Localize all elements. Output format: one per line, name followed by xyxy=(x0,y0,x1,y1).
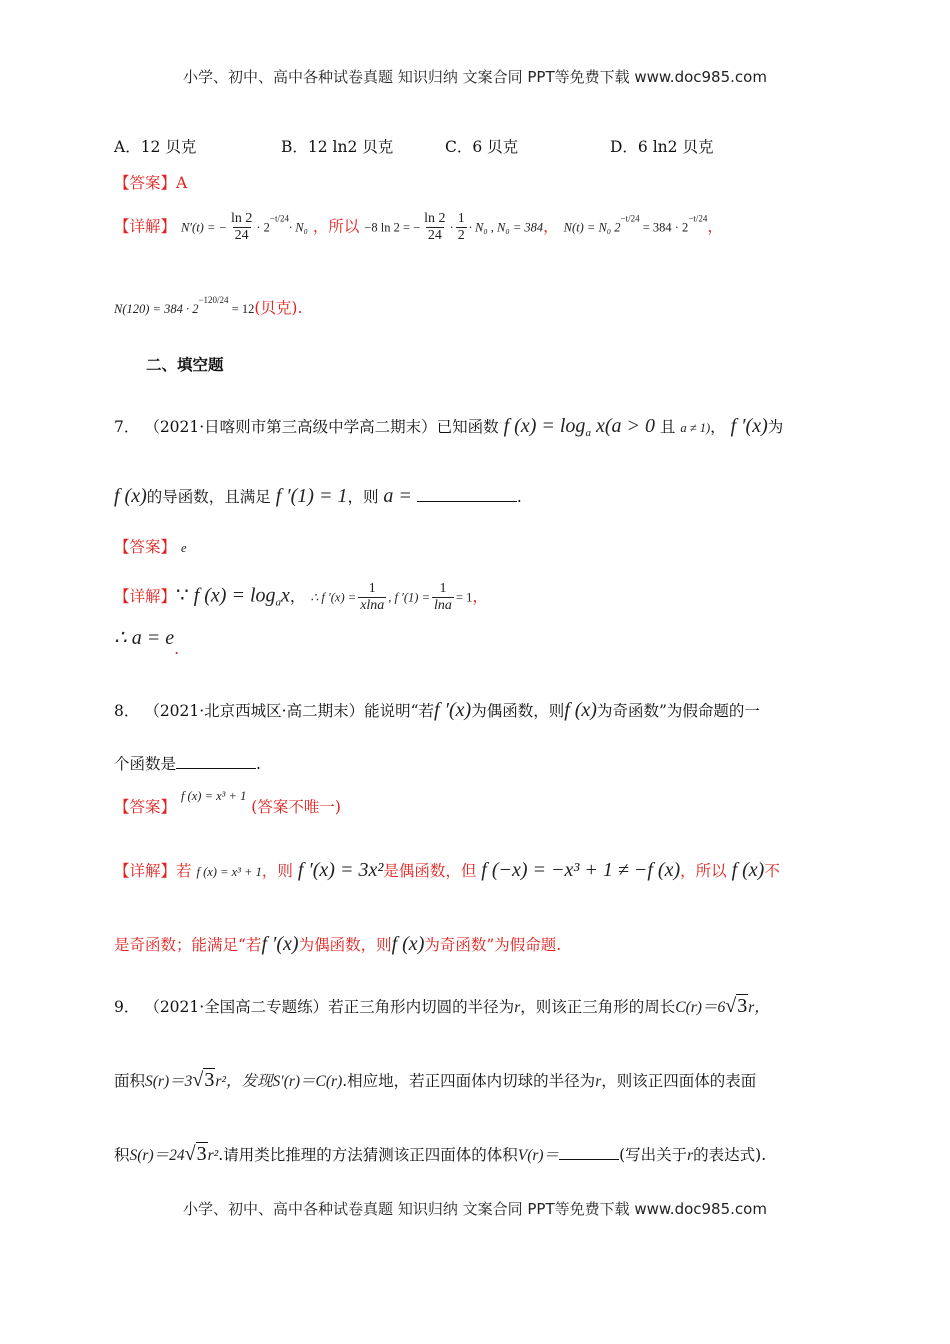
period: . xyxy=(256,755,261,773)
page-footer: 小学、初中、高中各种试卷真题 知识归纳 文案合同 PPT等免费下载 www.doc985.com xyxy=(183,1200,767,1218)
text: 为偶函数，则 xyxy=(471,702,565,720)
q7-conclusion xyxy=(114,627,180,658)
question-number: 7． xyxy=(114,418,140,436)
formula: f (x) xyxy=(114,485,147,507)
formula-part: · N₀ xyxy=(288,220,308,235)
text: .请用类比推理的方法猜测该正四面体的体积 xyxy=(218,1146,518,1164)
text: 的导函数，且满足 xyxy=(146,488,271,506)
formula: f ′(x) xyxy=(261,933,299,955)
formula: f (x) xyxy=(731,859,765,881)
formula: r² xyxy=(207,1147,219,1164)
text: 是奇函数；能满足“若 xyxy=(114,936,262,954)
var-r: r xyxy=(595,1073,602,1090)
text: 为 xyxy=(767,418,784,436)
page-header: 小学、初中、高中各种试卷真题 知识归纳 文案合同 PPT等免费下载 www.doc985.com xyxy=(183,68,767,86)
q9-line2 xyxy=(114,1070,756,1090)
text: 若 xyxy=(176,862,192,880)
sqrt-symbol: √3 xyxy=(725,995,748,1017)
formula: V(r)＝ xyxy=(517,1147,560,1164)
text: ，则 xyxy=(261,862,293,880)
comma: ， xyxy=(543,217,559,236)
text: .相应地，若正四面体内切球的半径为 xyxy=(342,1072,596,1090)
sqrt-symbol: √3 xyxy=(184,1143,207,1165)
answer-blank xyxy=(176,754,256,769)
q8-line1 xyxy=(114,700,760,720)
formula: r²，发现 xyxy=(215,1073,273,1090)
q9-line3 xyxy=(114,1144,766,1164)
formula: S(r)＝3 xyxy=(145,1073,193,1090)
q8-detail-line1 xyxy=(114,860,780,880)
q6-answer xyxy=(114,176,187,192)
formula: f ′(x) xyxy=(434,699,472,721)
text: 的表达式). xyxy=(693,1146,767,1164)
comma: ， xyxy=(710,418,726,436)
formula-part: · xyxy=(449,220,454,235)
q8-line2 xyxy=(114,754,261,773)
fraction: $\frac{\ln 2}{24}$ xyxy=(424,211,446,243)
formula: a ≠ 1) xyxy=(680,421,711,435)
option-c: C．6 贝克 xyxy=(445,138,519,156)
unit: (贝克). xyxy=(254,299,303,317)
formula: f ′(x) = 3x² xyxy=(297,859,384,881)
formula: S(r)＝24 xyxy=(129,1147,185,1164)
text: 为奇函数”为假命题的一 xyxy=(596,702,760,720)
q9-line1 xyxy=(114,996,770,1016)
formula-part: = 384 · 2 xyxy=(639,220,689,235)
formula-part: · 2 xyxy=(256,220,270,235)
option-d: D．6 ln2 贝克 xyxy=(610,138,714,156)
comma: ， xyxy=(289,587,306,606)
text: 且 xyxy=(659,418,676,436)
option-a: A．12 贝克 xyxy=(114,138,197,156)
formula: ∴ a = e xyxy=(114,627,175,649)
question-number: 8． xyxy=(114,702,140,720)
formula: C(r)＝6 xyxy=(675,999,726,1016)
answer-value: A xyxy=(176,174,188,192)
formula: f ′(1) = 1 xyxy=(275,485,348,507)
q8-detail-line2 xyxy=(114,934,561,954)
fraction: $\frac{\ln 2}{24}$ xyxy=(230,211,253,243)
question-source: （2021·日喀则市第三高级中学高二期末）已知函数 xyxy=(144,418,499,436)
formula-part: −8 ln 2 = − xyxy=(364,220,421,235)
formula: ∴ f ′(x) = xyxy=(310,590,357,605)
formula: S′(r)＝C(r) xyxy=(272,1073,343,1090)
question-number: 9． xyxy=(114,998,140,1016)
formula-part: N′(t) = − xyxy=(180,220,227,235)
formula: f (x) xyxy=(391,933,425,955)
exponent: −120/24 xyxy=(198,295,229,305)
detail-tag: 【详解】 xyxy=(114,862,177,880)
text: 积 xyxy=(114,1146,130,1164)
formula: r， xyxy=(748,999,770,1016)
q7-line2 xyxy=(114,486,522,506)
text: 面积 xyxy=(114,1072,146,1090)
text: ，则该正四面体的表面 xyxy=(601,1072,757,1090)
fraction: $\frac{1}{xlna}$ xyxy=(360,581,385,613)
formula: x(a > 0 xyxy=(590,415,655,437)
text: （2021·北京西城区·高二期末）能说明“若 xyxy=(144,702,435,720)
formula-part: N(t) = N₀ 2 xyxy=(563,220,621,235)
exponent: −t/24 xyxy=(688,213,708,224)
text: ，所以 xyxy=(680,862,727,880)
answer-tag: 【答案】 xyxy=(114,798,177,816)
formula: a = xyxy=(383,485,412,507)
q6-options xyxy=(114,138,714,156)
text: （2021·全国高二专题练）若正三角形内切圆的半径为 xyxy=(144,998,515,1016)
text: (写出关于 xyxy=(619,1146,688,1164)
answer-tag: 【答案】 xyxy=(114,538,177,556)
exponent: −t/24 xyxy=(620,213,640,224)
formula: f (x) = log xyxy=(503,415,586,437)
text: ，则 xyxy=(347,488,379,506)
formula: f ′(x) xyxy=(730,415,768,437)
exponent: −t/24 xyxy=(269,213,289,224)
q8-answer xyxy=(114,789,341,816)
answer-value: e xyxy=(180,541,187,555)
answer-blank xyxy=(559,1145,619,1160)
detail-tag: 【详解】 xyxy=(114,587,177,606)
formula: f (x) = x³ + 1 xyxy=(196,865,262,879)
text: 是偶函数，但 xyxy=(383,862,477,880)
formula-part: · N₀ , N₀ = 384 xyxy=(468,220,544,235)
q7-answer xyxy=(114,540,187,556)
fraction: $\frac{1}{\ln a}$ xyxy=(434,581,452,613)
formula: f (−x) = −x³ + 1 ≠ −f (x) xyxy=(481,859,681,881)
q6-detail-line2 xyxy=(114,296,302,317)
q7-line1 xyxy=(114,416,783,439)
formula: f (x) xyxy=(564,699,597,721)
var-r: r xyxy=(687,1147,694,1164)
text-so: ，所以 xyxy=(312,217,360,236)
text: ，则该正三角形的周长 xyxy=(520,998,676,1016)
because-symbol: ∵ xyxy=(176,584,189,607)
period: . xyxy=(174,640,180,658)
subscript: a xyxy=(275,596,281,609)
text: 为奇函数”为假命题. xyxy=(424,936,562,954)
fraction: $\frac{1}{2}$ xyxy=(457,211,465,243)
answer-tag: 【答案】 xyxy=(114,174,177,192)
q7-detail xyxy=(114,582,488,613)
period: . xyxy=(516,488,522,506)
comma: ， xyxy=(472,587,488,606)
q6-detail-line1 xyxy=(114,212,723,243)
detail-tag: 【详解】 xyxy=(114,217,177,236)
text: 个函数是 xyxy=(114,755,177,773)
text: 为偶函数，则 xyxy=(298,936,392,954)
sqrt-symbol: √3 xyxy=(192,1069,215,1091)
formula-part: N(120) = 384 · 2 xyxy=(114,302,199,316)
formula-part: = 12 xyxy=(228,302,255,316)
answer-blank xyxy=(417,487,517,502)
option-b: B．12 ln2 贝克 xyxy=(281,138,394,156)
formula: f (x) = log xyxy=(193,584,276,607)
subscript: a xyxy=(585,427,591,440)
answer-value: f (x) = x³ + 1 xyxy=(180,789,247,803)
formula: x xyxy=(281,584,290,607)
answer-note: (答案不唯一) xyxy=(251,798,341,816)
text: 不 xyxy=(764,862,780,880)
var-r: r xyxy=(514,999,521,1016)
formula: = 1 xyxy=(455,590,473,605)
section-title: 二、填空题 xyxy=(146,356,224,374)
formula: , f ′(1) = xyxy=(388,590,431,605)
comma: ， xyxy=(707,217,723,236)
